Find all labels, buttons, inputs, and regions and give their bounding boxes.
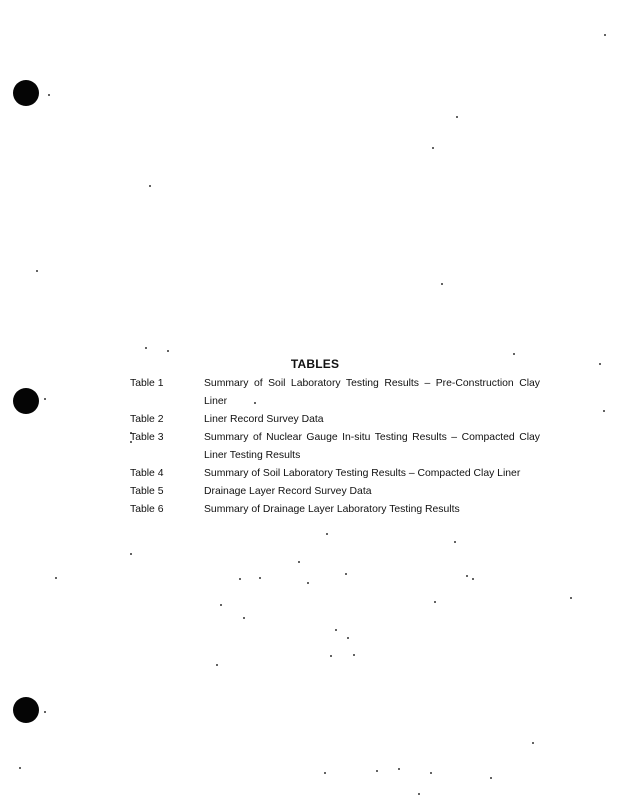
table-title: Summary of Nuclear Gauge In-situ Testing Results – Compacted Clay Liner Testing Results <box>204 432 540 461</box>
scan-speck <box>130 553 132 555</box>
scan-speck <box>472 578 474 580</box>
scan-speck <box>456 116 458 118</box>
scan-speck <box>36 270 38 272</box>
scan-speck <box>347 637 349 639</box>
scan-speck <box>307 582 309 584</box>
table-number: Table 1 <box>130 378 164 389</box>
table-number: Table 3 <box>130 432 164 443</box>
table-title: Drainage Layer Record Survey Data <box>204 486 372 497</box>
scan-speck <box>330 655 332 657</box>
scan-speck <box>466 575 468 577</box>
scan-speck <box>434 601 436 603</box>
scan-speck <box>441 283 443 285</box>
scan-speck <box>44 398 46 400</box>
scan-speck <box>149 185 151 187</box>
punch-hole-middle <box>13 388 39 414</box>
scan-speck <box>220 604 222 606</box>
table-list-item <box>130 411 540 429</box>
scan-speck <box>243 617 245 619</box>
scan-speck <box>353 654 355 656</box>
table-list-item <box>130 483 540 501</box>
scan-speck <box>604 34 606 36</box>
table-number: Table 2 <box>130 414 164 425</box>
scan-speck <box>216 664 218 666</box>
scan-speck <box>490 777 492 779</box>
scan-speck <box>145 347 147 349</box>
table-number: Table 5 <box>130 486 164 497</box>
scan-speck <box>570 597 572 599</box>
table-number: Table 6 <box>130 504 164 515</box>
scan-speck <box>432 147 434 149</box>
scan-speck <box>298 561 300 563</box>
scan-speck <box>376 770 378 772</box>
scan-speck <box>239 578 241 580</box>
table-title: Summary of Soil Laboratory Testing Results – Pre-Construction Clay Liner <box>204 378 540 407</box>
table-list-item <box>130 429 540 465</box>
scan-speck <box>454 541 456 543</box>
scan-speck <box>324 772 326 774</box>
scan-speck <box>19 767 21 769</box>
table-title: Liner Record Survey Data <box>204 414 324 425</box>
scan-speck <box>532 742 534 744</box>
table-list <box>130 375 540 519</box>
scan-speck <box>48 94 50 96</box>
table-list-item <box>130 375 540 411</box>
table-number: Table 4 <box>130 468 164 479</box>
scan-speck <box>335 629 337 631</box>
table-title: Summary of Drainage Layer Laboratory Testing Results <box>204 504 460 515</box>
table-list-item <box>130 501 540 519</box>
table-list-item <box>130 465 540 483</box>
scan-speck <box>44 711 46 713</box>
scan-speck <box>603 410 605 412</box>
scan-speck <box>326 533 328 535</box>
punch-hole-top <box>13 80 39 106</box>
scan-speck <box>398 768 400 770</box>
scan-speck <box>167 350 169 352</box>
scan-speck <box>418 793 420 795</box>
tables-heading: TABLES <box>290 357 340 371</box>
scan-speck <box>513 353 515 355</box>
scan-speck <box>259 577 261 579</box>
scan-speck <box>430 772 432 774</box>
scan-speck <box>55 577 57 579</box>
punch-hole-bottom <box>13 697 39 723</box>
scan-speck <box>345 573 347 575</box>
table-title: Summary of Soil Laboratory Testing Results – Compacted Clay Liner <box>204 468 521 479</box>
